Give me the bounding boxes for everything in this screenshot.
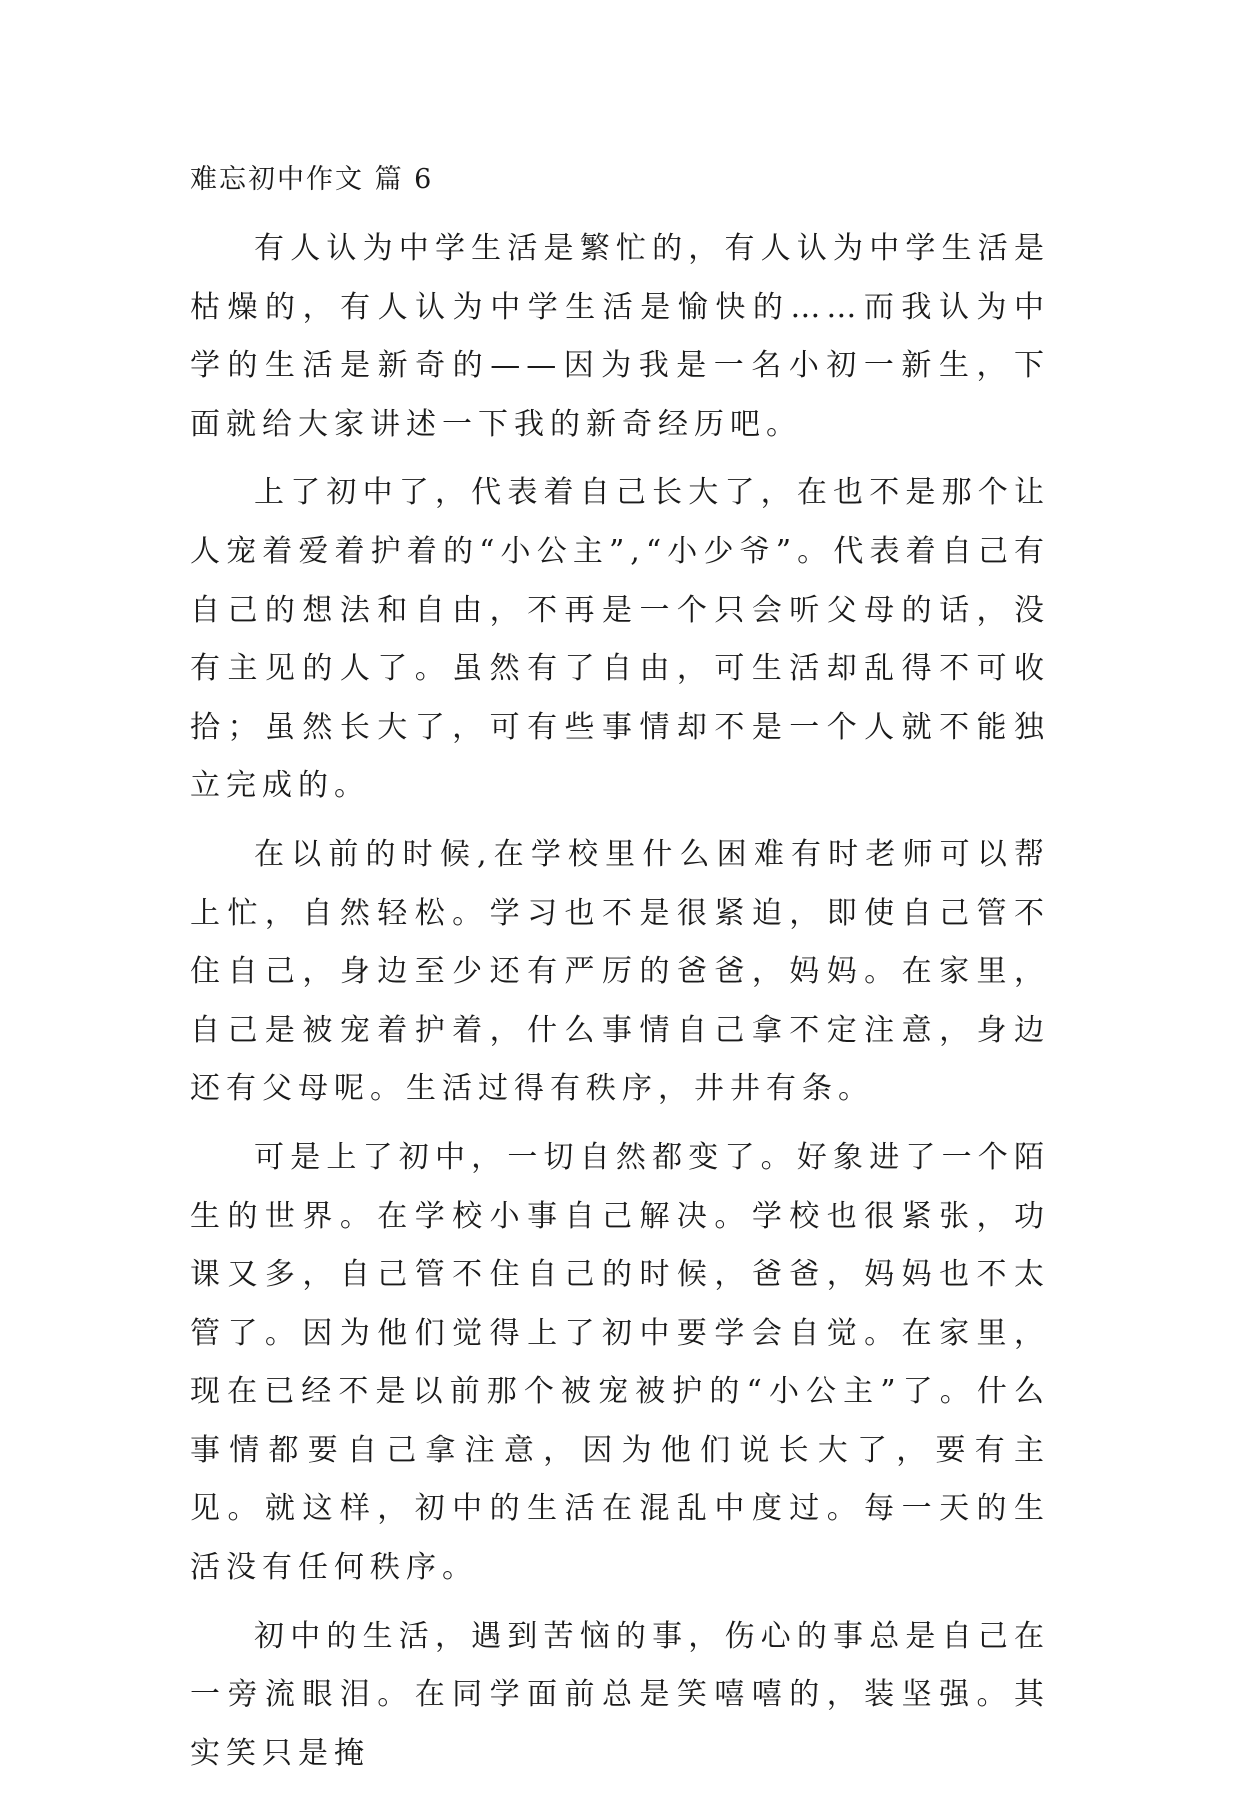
paragraph-1: 有人认为中学生活是繁忙的，有人认为中学生活是枯燥的，有人认为中学生活是愉快的……而我认为中学的生活是新奇的——因为我是一名小初一新生，下面就给大家讲述一下我的新奇经历吧。 xyxy=(190,231,1050,442)
paragraph-5: 初中的生活，遇到苦恼的事，伤心的事总是自己在一旁流眼泪。在同学面前总是笑嘻嘻的，装坚强。其实笑只是掩 xyxy=(190,1618,1050,1771)
document-body xyxy=(190,162,1050,1793)
paragraph-3: 在以前的时候,在学校里什么困难有时老师可以帮上忙，自然轻松。学习也不是很紧迫，即使自己管不住自己，身边至少还有严厉的爸爸，妈妈。在家里，自己是被宠着护着，什么事情自己拿不定注意，身边还有父母呢。生活过得有秩序，井井有条。 xyxy=(190,836,1050,1107)
paragraph-2: 上了初中了，代表着自己长大了，在也不是那个让人宠着爱着护着的“小公主”,“小少爷”。代表着自己有自己的想法和自由，不再是一个只会听父母的话，没有主见的人了。虽然有了自由，可生活却乱得不可收拾；虽然长大了，可有些事情却不是一个人就不能独立完成的。 xyxy=(190,475,1050,804)
document-title: 难忘初中作文 篇 6 xyxy=(190,164,434,195)
paragraph-4: 可是上了初中，一切自然都变了。好象进了一个陌生的世界。在学校小事自己解决。学校也很紧张，功课又多，自己管不住自己的时候，爸爸，妈妈也不太管了。因为他们觉得上了初中要学会自觉。在家里，现在已经不是以前那个被宠被护的“小公主”了。什么事情都要自己拿注意，因为他们说长大了，要有主见。就这样，初中的生活在混乱中度过。每一天的生活没有任何秩序。 xyxy=(190,1139,1050,1586)
